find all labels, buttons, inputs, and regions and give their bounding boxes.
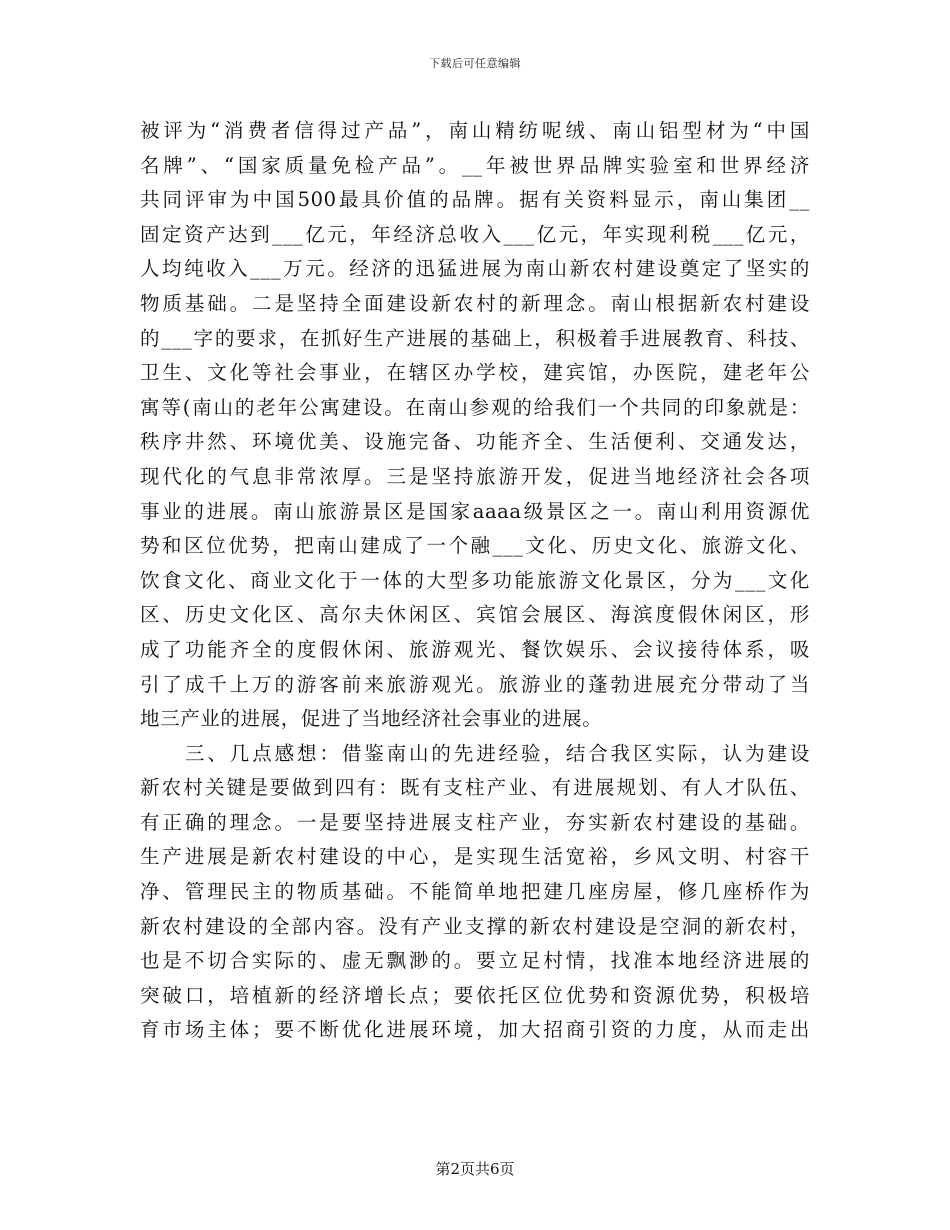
- text-line: 也是不切合实际的、虚无飘渺的。要立足村情，找准本地经济进展的: [140, 949, 810, 973]
- page-number: 第2页共6页: [435, 1160, 515, 1178]
- text-line: 固定资产达到___亿元，年经济总收入___亿元，年实现利税___亿元，: [140, 222, 810, 246]
- text-line: 引了成千上万的游客前来旅游观光。旅游业的蓬勃进展充分带动了当: [140, 672, 810, 696]
- text-line: 成了功能齐全的度假休闲、旅游观光、餐饮娱乐、会议接待体系，吸: [140, 637, 810, 661]
- text-line: 事业的进展。南山旅游景区是国家aaaa级景区之一。南山利用资源优: [140, 499, 810, 523]
- text-line: 物质基础。二是坚持全面建设新农村的新理念。南山根据新农村建设: [140, 291, 810, 315]
- text-line: 势和区位优势，把南山建成了一个融___文化、历史文化、旅游文化、: [140, 534, 810, 558]
- text-line: 共同评审为中国500最具价值的品牌。据有关资料显示，南山集团__: [140, 188, 810, 212]
- text-line: 新农村建设的全部内容。没有产业支撑的新农村建设是空洞的新农村，: [140, 914, 810, 938]
- text-line: 育市场主体；要不断优化进展环境，加大招商引资的力度，从而走出: [140, 1018, 810, 1042]
- text-line: 区、历史文化区、高尔夫休闲区、宾馆会展区、海滨度假休闲区，形: [140, 603, 810, 627]
- text-line: 卫生、文化等社会事业，在辖区办学校，建宾馆，办医院，建老年公: [140, 361, 810, 385]
- text-line: 人均纯收入___万元。经济的迅猛进展为南山新农村建设奠定了坚实的: [140, 257, 810, 281]
- text-line: 有正确的理念。一是要坚持进展支柱产业，夯实新农村建设的基础。: [140, 810, 810, 834]
- text-line: 新农村关键是要做到四有：既有支柱产业、有进展规划、有人才队伍、: [140, 776, 810, 800]
- text-line: 秩序井然、环境优美、设施完备、功能齐全、生活便利、交通发达，: [140, 430, 810, 454]
- text-line: 饮食文化、商业文化于一体的大型多功能旅游文化景区，分为___文化: [140, 568, 810, 592]
- text-line: 地三产业的进展，促进了当地经济社会事业的进展。: [140, 707, 603, 731]
- text-line: 被评为“消费者信得过产品”，南山精纺呢绒、南山铝型材为“中国: [140, 119, 810, 142]
- text-line: 的___字的要求，在抓好生产进展的基础上，积极着手进展教育、科技、: [140, 326, 810, 350]
- body-text: [140, 114, 810, 1048]
- text-line-paragraph-start: 三、几点感想：借鉴南山的先进经验，结合我区实际，认为建设: [185, 741, 810, 765]
- page-header-note: 下载后可任意编辑: [429, 57, 521, 70]
- text-line: 名牌”、“国家质量免检产品”。__年被世界品牌实验室和世界经济: [140, 153, 810, 177]
- text-line: 突破口，培植新的经济增长点；要依托区位优势和资源优势，积极培: [140, 983, 810, 1007]
- text-line: 净、管理民主的物质基础。不能简单地把建几座房屋，修几座桥作为: [140, 880, 810, 904]
- text-line: 现代化的气息非常浓厚。三是坚持旅游开发，促进当地经济社会各项: [140, 464, 810, 488]
- text-line: 生产进展是新农村建设的中心，是实现生活宽裕，乡风文明、村容干: [140, 845, 810, 869]
- text-line: 寓等(南山的老年公寓建设。在南山参观的给我们一个共同的印象就是：: [140, 395, 810, 419]
